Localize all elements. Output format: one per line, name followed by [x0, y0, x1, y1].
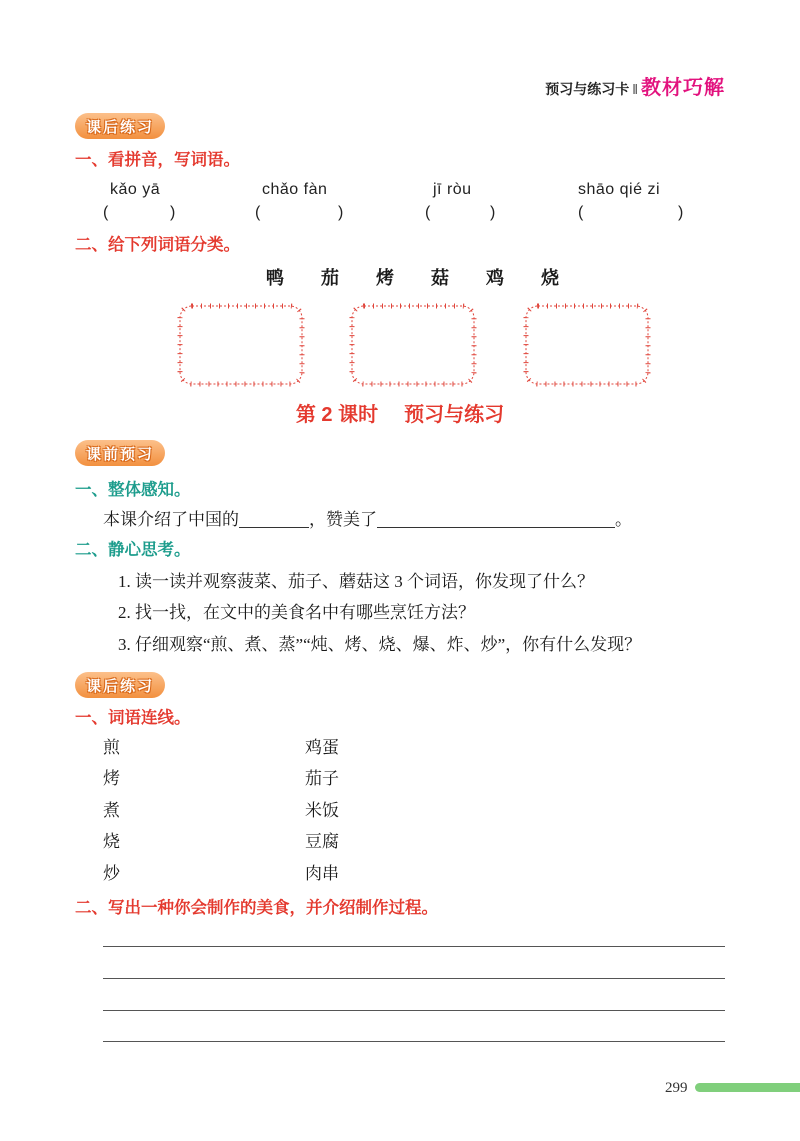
page-number: 299 — [665, 1080, 688, 1096]
category-box-1 — [176, 302, 306, 388]
pinyin-3: jī ròu — [433, 181, 472, 198]
running-header — [545, 77, 725, 100]
book-title: 教材巧解 — [641, 77, 725, 99]
reflect-item-3: 3. 仔细观察“煎、煮、蒸”“炖、烤、烧、爆、炸、炒”，你有什么发现？ — [118, 635, 642, 654]
category-box-2 — [348, 302, 478, 388]
writing-line-4 — [103, 1041, 725, 1042]
writing-line-1 — [103, 946, 725, 947]
classify-word-3: 烤 — [376, 268, 394, 288]
question-heading-writing: 二、写出一种你会制作的美食，并介绍制作过程。 — [75, 899, 438, 917]
match-right-4: 豆腐 — [305, 832, 339, 851]
box-cross-marks — [180, 306, 302, 384]
writing-line-3 — [103, 1010, 725, 1011]
box-dotted-border — [526, 306, 648, 384]
question-heading-matching: 一、词语连线。 — [75, 709, 191, 727]
overview-sentence — [103, 509, 632, 531]
lesson-number: 第 2 课时 — [295, 404, 379, 426]
badge-label: 课后练习 — [85, 118, 154, 136]
match-right-3: 米饭 — [305, 801, 339, 820]
section-badge-preview — [75, 440, 165, 466]
section-badge-after-class-2 — [75, 672, 165, 698]
classify-word-6: 烧 — [541, 268, 559, 288]
match-right-1: 鸡蛋 — [305, 738, 339, 757]
box-dotted-border — [352, 306, 474, 384]
classify-word-4: 菇 — [431, 268, 449, 288]
page-number-bar — [695, 1083, 800, 1092]
answer-paren-close-1: ) — [170, 204, 176, 221]
writing-line-2 — [103, 978, 725, 979]
question-heading-pinyin: 一、看拼音，写词语。 — [75, 151, 240, 169]
badge-label: 课前预习 — [85, 445, 154, 463]
answer-paren-open-4: ( — [578, 204, 584, 221]
series-label: 预习与练习卡 — [545, 81, 630, 97]
match-left-5: 炒 — [103, 864, 120, 883]
classify-word-5: 鸡 — [486, 268, 504, 288]
answer-paren-open-2: ( — [255, 204, 261, 221]
section-badge-after-class — [75, 113, 165, 139]
reflect-item-1: 1. 读一读并观察菠菜、茄子、蘑菇这 3 个词语，你发现了什么？ — [118, 572, 594, 591]
match-left-2: 烤 — [103, 769, 120, 788]
box-dotted-border — [180, 306, 302, 384]
answer-paren-close-3: ) — [490, 204, 496, 221]
match-right-2: 茄子 — [305, 769, 339, 788]
answer-paren-close-4: ) — [678, 204, 684, 221]
question-heading-reflect: 二、静心思考。 — [75, 541, 191, 559]
pinyin-4: shāo qié zi — [578, 181, 660, 198]
classify-word-2: 茄 — [321, 268, 339, 288]
question-heading-classify: 二、给下列词语分类。 — [75, 236, 240, 254]
classify-word-1: 鸭 — [266, 268, 284, 288]
match-left-1: 煎 — [103, 738, 120, 757]
lesson-title — [0, 403, 800, 427]
question-heading-overview: 一、整体感知。 — [75, 481, 191, 499]
match-left-3: 煮 — [103, 801, 120, 820]
box-cross-marks — [352, 306, 474, 384]
reflect-item-2: 2. 找一找，在文中的美食名中有哪些烹饪方法？ — [118, 603, 475, 622]
pinyin-2: chǎo fàn — [262, 181, 328, 198]
badge-label: 课后练习 — [85, 677, 154, 695]
fill-blank-2 — [377, 511, 615, 528]
sentence-middle: ，赞美了 — [309, 510, 377, 529]
answer-paren-open-3: ( — [425, 204, 431, 221]
sentence-start: 本课介绍了中国的 — [103, 510, 239, 529]
header-separator: ‖ — [632, 81, 638, 97]
sentence-end: 。 — [615, 510, 632, 529]
answer-paren-open-1: ( — [103, 204, 109, 221]
box-cross-marks — [526, 306, 648, 384]
category-box-3 — [522, 302, 652, 388]
pinyin-1: kǎo yā — [110, 181, 161, 198]
match-left-4: 烧 — [103, 832, 120, 851]
answer-paren-close-2: ) — [338, 204, 344, 221]
fill-blank-1 — [239, 511, 309, 528]
match-right-5: 肉串 — [305, 864, 339, 883]
lesson-name: 预习与练习 — [404, 404, 505, 426]
